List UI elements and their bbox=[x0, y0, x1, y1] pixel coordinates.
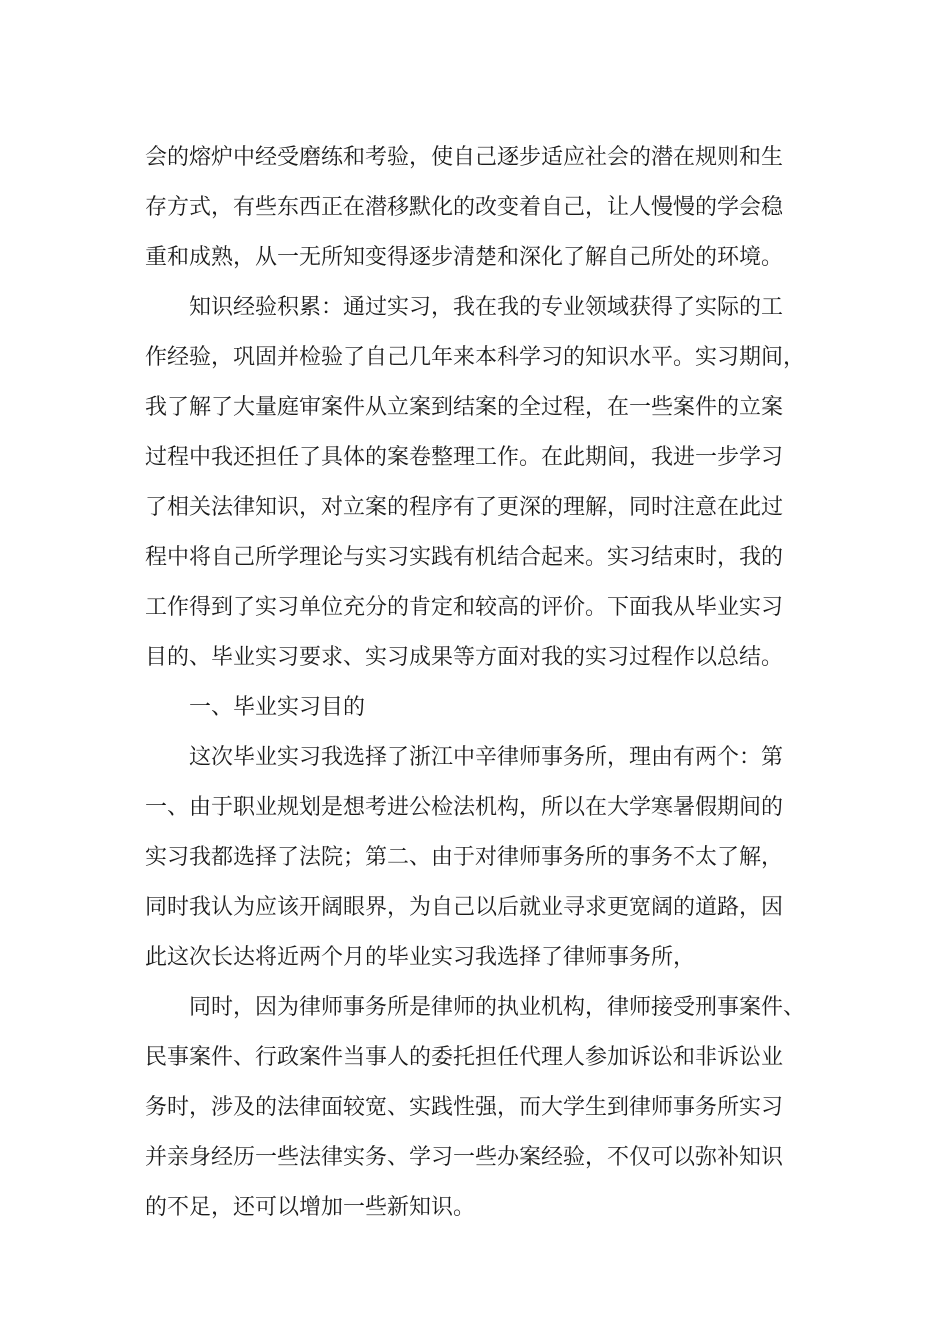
body-text bbox=[145, 133, 810, 1233]
text-line: 会的熔炉中经受磨练和考验，使自己逐步适应社会的潜在规则和生 bbox=[145, 145, 784, 170]
section-heading: 一、毕业实习目的 bbox=[189, 695, 366, 720]
text-line: 作经验，巩固并检验了自己几年来本科学习的知识水平。实习期间， bbox=[145, 345, 806, 370]
text-line: 存方式，有些东西正在潜移默化的改变着自己，让人慢慢的学会稳 bbox=[145, 195, 784, 220]
text-line: 了相关法律知识，对立案的程序有了更深的理解，同时注意在此过 bbox=[145, 495, 784, 520]
text-line: 并亲身经历一些法律实务、学习一些办案经验，不仅可以弥补知识 bbox=[145, 1145, 784, 1170]
text-line: 工作得到了实习单位充分的肯定和较高的评价。下面我从毕业实习 bbox=[145, 595, 784, 620]
text-line: 的不足，还可以增加一些新知识。 bbox=[145, 1195, 476, 1220]
text-line: 过程中我还担任了具体的案卷整理工作。在此期间，我进一步学习 bbox=[145, 445, 784, 470]
paragraph-start-line: 同时，因为律师事务所是律师的执业机构，律师接受刑事案件、 bbox=[189, 995, 806, 1020]
text-line: 我了解了大量庭审案件从立案到结案的全过程，在一些案件的立案 bbox=[145, 395, 784, 420]
text-line: 民事案件、行政案件当事人的委托担任代理人参加诉讼和非诉讼业 bbox=[145, 1045, 784, 1070]
paragraph-start-line: 知识经验积累：通过实习，我在我的专业领域获得了实际的工 bbox=[189, 295, 784, 320]
text-line: 务时，涉及的法律面较宽、实践性强，而大学生到律师事务所实习 bbox=[145, 1095, 784, 1120]
text-line: 程中将自己所学理论与实习实践有机结合起来。实习结束时，我的 bbox=[145, 545, 784, 570]
text-line: 此这次长达将近两个月的毕业实习我选择了律师事务所， bbox=[145, 945, 696, 970]
text-line: 实习我都选择了法院；第二、由于对律师事务所的事务不太了解， bbox=[145, 845, 784, 870]
text-line: 目的、毕业实习要求、实习成果等方面对我的实习过程作以总结。 bbox=[145, 645, 784, 670]
text-line: 一、由于职业规划是想考进公检法机构，所以在大学寒暑假期间的 bbox=[145, 795, 784, 820]
text-line: 重和成熟，从一无所知变得逐步清楚和深化了解自己所处的环境。 bbox=[145, 245, 784, 270]
paragraph-start-line: 这次毕业实习我选择了浙江中辛律师事务所，理由有两个：第 bbox=[189, 745, 784, 770]
text-line: 同时我认为应该开阔眼界，为自己以后就业寻求更宽阔的道路，因 bbox=[145, 895, 784, 920]
